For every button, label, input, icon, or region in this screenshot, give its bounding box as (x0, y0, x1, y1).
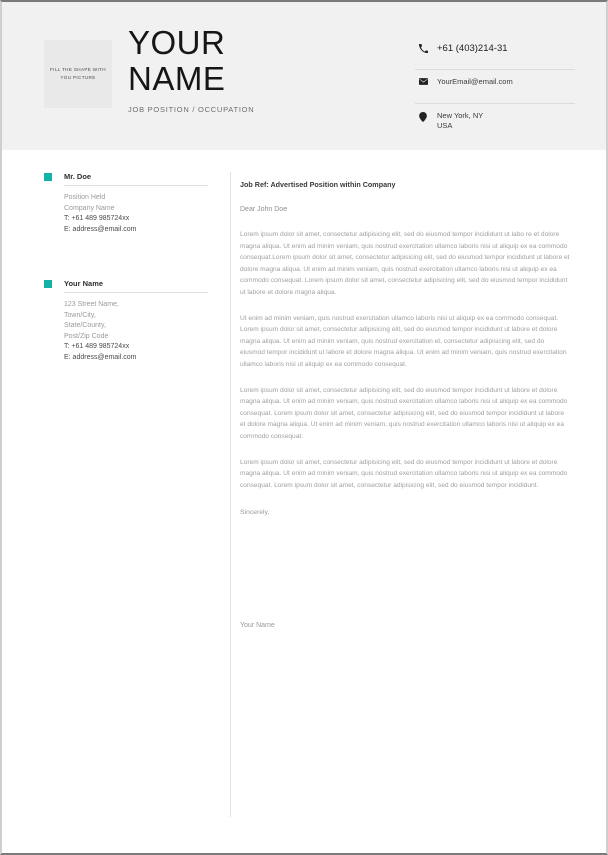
letter-paragraph: Lorem ipsum dolor sit amet, consectetur adipisicing elit, sed do eiusmod tempor incididunt ut labore et dolore magna aliqua. Ut enim ad minim veniam, quis nostrud exercitation ullamco laboris nisi ut aliquip ex ea commodo consequat. Lorem ipsum dolor sit amet, consectetur adipisicing elit, sed do eiusmod tempor incididunt. (240, 458, 568, 489)
closing-line: Sincerely, (240, 509, 270, 517)
first-name: YOUR (128, 24, 226, 61)
sender-line: Post/Zip Code (64, 332, 109, 340)
phone-icon (415, 43, 431, 53)
envelope-icon (415, 77, 431, 85)
contact-phone-value: +61 (403)214-31 (437, 43, 508, 54)
vertical-divider (230, 172, 231, 817)
recipient-line: Company Name (64, 204, 115, 212)
contact-email-value: YourEmail@email.com (437, 77, 513, 86)
contact-location-country: USA (437, 121, 453, 130)
sender-underline (64, 292, 208, 293)
recipient-details (64, 193, 208, 235)
sender-line: Town/City, (64, 311, 96, 319)
recipient-address-block (44, 172, 208, 235)
sender-email: E: address@email.com (64, 353, 137, 361)
letter-paragraph: Lorem ipsum dolor sit amet, consectetur adipisicing elit, sed do eiusmod tempor incididunt ut labo re et dolore magna aliqua. Ut enim ad minim veniam, quis nostrud exercitation ullamco laboris nisi ut aliquip ex ea commodo consequat.Lorem ipsum dolor sit amet, consectetur adipisicing elit, sed do eiusmod tempor incididunt ut labore et dolore magna aliqua. Ut enim ad minim veniam, quis nostrud exercitation ullamco laboris nisi ut aliquip ex ea commodo consequat. Lorem ipsum dolor sit amet, consectetur adipisicing elit, sed do eiusmod tempor incididunt ut labore et dolore magna aliqua. (240, 231, 570, 296)
document-header (2, 2, 606, 150)
recipient-name: Mr. Doe (64, 172, 92, 181)
last-name: NAME (128, 60, 226, 97)
sidebar-address-column (44, 172, 208, 363)
job-position-subtitle: JOB POSITION / OCCUPATION (128, 105, 255, 114)
sender-name: Your Name (64, 279, 104, 288)
salutation: Dear John Doe (240, 206, 288, 213)
sender-address-block (44, 279, 208, 363)
recipient-heading (44, 172, 208, 181)
contact-row-phone[interactable] (415, 40, 575, 69)
letter-paragraph: Ut enim ad minim veniam, quis nostrud exercitation ullamco laboris nisi ut aliquip ex ea commodo consequat. Lorem ipsum dolor sit amet, consectetur adipisicing elit, sed do eiusmod tempor incididunt ut labore et dolore magna aliqua. Ut enim ad minim veniam, quis nostrud exercitation et, consectetur adipisicing elit, sed do eiusmod tempor incididunt ut labore et dolore magna aliqua. Ut enim ad minim veniam, quis nostrud exercitation ullamco laboris nisi ut aliquip ex ea commodo consequat. (240, 314, 567, 368)
header-contact-list (415, 40, 575, 137)
recipient-email: E: address@email.com (64, 225, 137, 233)
photo-placeholder-label: FILL THE SHAPE WITH YOU PICTURE (50, 66, 106, 80)
square-bullet-icon (44, 173, 52, 181)
letter-content (240, 180, 570, 516)
recipient-line: Position Held (64, 194, 106, 201)
recipient-phone: T: +61 489 985724xx (64, 215, 130, 222)
letter-paragraph: Lorem ipsum dolor sit amet, consectetur adipisicing elit, sed do eiusmod tempor incididunt ut labore et dolore magna aliqua. Ut enim ad minim veniam, quis nostrud exercitation ullamco laboris nisi ut aliquip ex ea commodo consequat. Lorem ipsum dolor sit amet, consectetur adipisicing elit, sed do eiusmod tempor incididunt ut labore et dolore magna aliqua. Ut enim ad minim veniam, quis nostrud exercitation ullamco laboris nisi ut aliquip ex ea commodo consequat. (240, 386, 568, 440)
sender-line: State/County, (64, 322, 106, 329)
sender-heading (44, 279, 208, 288)
contact-row-location[interactable] (415, 103, 575, 137)
sender-details (64, 300, 208, 363)
signature-name: Your Name (240, 622, 275, 629)
square-bullet-icon (44, 280, 52, 288)
contact-location-city: New York, NY (437, 111, 484, 120)
photo-placeholder[interactable] (44, 40, 112, 108)
sender-phone: T: +61 489 985724xx (64, 343, 130, 350)
contact-location-value (431, 111, 483, 131)
location-pin-icon (415, 111, 431, 122)
contact-row-email[interactable] (415, 69, 575, 103)
sender-line: 123 Street Name, (64, 301, 119, 308)
recipient-underline (64, 185, 208, 186)
document-body (2, 150, 606, 853)
name-block (128, 26, 378, 114)
job-reference-line: Job Ref: Advertised Position within Company (240, 180, 396, 189)
